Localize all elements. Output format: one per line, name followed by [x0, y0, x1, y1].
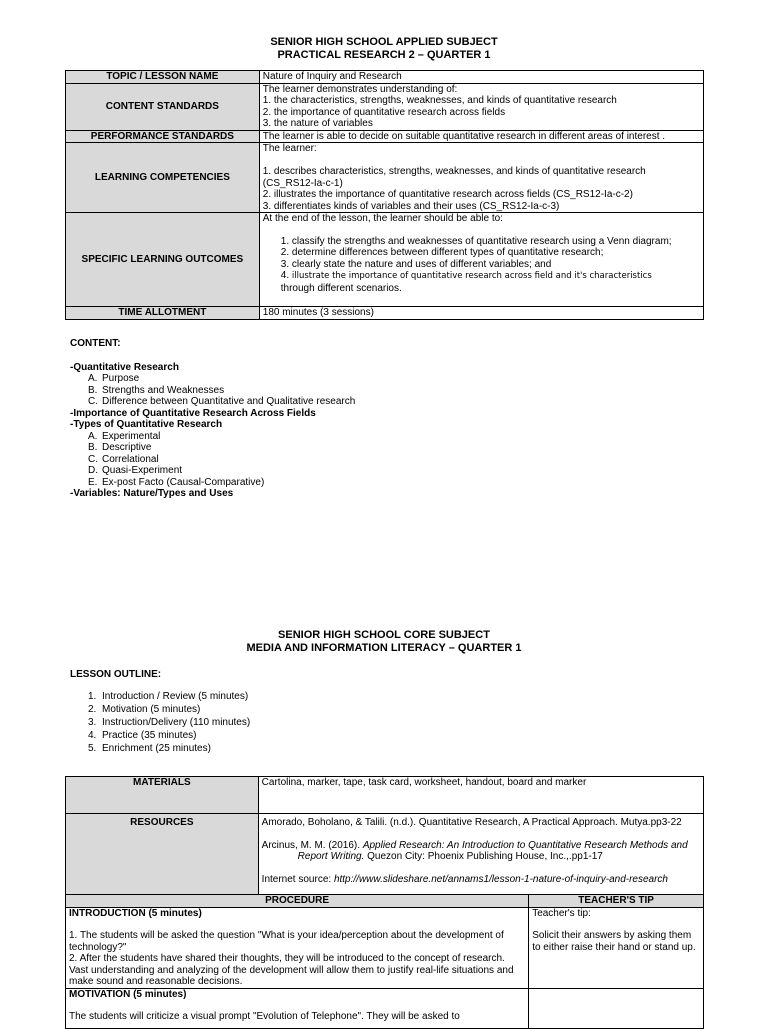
content-section [70, 338, 355, 500]
resource-2: Arcinus, M. M. (2016). Applied Research: An Introduction to Quantitative Research Methods and Report Writing. Quezon City: Phoenix Publishing House, Inc.,.pp1-17 [261, 839, 688, 862]
line: The learner demonstrates understanding of: [262, 83, 458, 95]
header-1 [0, 36, 768, 62]
row-motivation [66, 988, 704, 1028]
list-item: B. Strengths and Weaknesses [88, 384, 225, 396]
introduction-cell [66, 907, 529, 988]
header-1-line-2: PRACTICAL RESEARCH 2 – QUARTER 1 [277, 49, 491, 61]
outcome-item-4-cont: through different scenarios. [280, 282, 402, 294]
line: 1. describes characteristics, strengths, weaknesses, and kinds of quantitative research [262, 166, 646, 177]
row-time-allotment [66, 307, 704, 320]
row-label: LEARNING COMPETENCIES [66, 143, 260, 213]
line: The learner: [262, 143, 317, 154]
tip-title: Teacher's tip: [532, 907, 591, 919]
tip-text: Solicit their answers by asking them to either raise their hand or stand up. [532, 930, 696, 953]
spacer [263, 155, 700, 167]
list-item: 2. Motivation (5 minutes) [88, 703, 201, 715]
row-content-standards [66, 83, 704, 130]
introduction-heading: INTRODUCTION (5 minutes) [69, 907, 202, 919]
header-2-line-2: MEDIA AND INFORMATION LITERACY – QUARTER 1 [246, 642, 522, 654]
row-value [259, 213, 703, 307]
tip-cell-empty [529, 988, 704, 1028]
motivation-cell [66, 988, 529, 1028]
materials-label: MATERIALS [66, 777, 259, 814]
row-specific-outcomes [66, 213, 704, 307]
row-label: SPECIFIC LEARNING OUTCOMES [66, 213, 260, 307]
resource-1: Amorado, Boholano, & Talili. (n.d.). Quantitative Research, A Practical Approach. Mutya.pp3-22 [261, 817, 682, 828]
row-label: PERFORMANCE STANDARDS [66, 130, 260, 143]
row-resources [66, 814, 704, 895]
row-materials [66, 777, 704, 814]
importance-heading: -Importance of Quantitative Research Across Fields [70, 407, 316, 419]
row-learning-competencies [66, 143, 704, 213]
outline-list [70, 690, 250, 755]
teachers-tip-label: TEACHER'S TIP [529, 895, 704, 908]
outcome-item: 3. clearly state the nature and uses of different variables; and [280, 258, 552, 270]
row-label: TIME ALLOTMENT [66, 307, 260, 320]
tip-cell [529, 907, 704, 988]
list-item: 1. Introduction / Review (5 minutes) [88, 690, 249, 702]
resources-value [258, 814, 703, 895]
types-list [70, 431, 355, 489]
variables-heading: -Variables: Nature/Types and Uses [70, 488, 234, 499]
content-heading: CONTENT: [70, 338, 121, 349]
quant-list [70, 373, 355, 408]
introduction-p1: 1. The students will be asked the question "What is your idea/perception about the development of technology?" [69, 930, 504, 953]
outcome-item: 2. determine differences between different types of quantitative research; [280, 247, 604, 258]
row-value [259, 143, 703, 213]
line: 3. the nature of variables [262, 118, 373, 129]
row-value: Nature of Inquiry and Research [259, 71, 703, 84]
line: 2. the importance of quantitative research across fields [262, 106, 506, 118]
line: At the end of the lesson, the learner should be able to: [262, 213, 503, 224]
row-performance-standards [66, 130, 704, 143]
list-item: B. Descriptive [88, 442, 152, 453]
introduction-p2: 2. After the students have shared their thoughts, they will be introduced to the concept of research. Vast understanding and analyzing of the development will allow them to justify real-life situations and make sound and reasonable decisions. [69, 953, 514, 987]
list-item: C. Correlational [88, 453, 159, 465]
motivation-heading: MOTIVATION (5 minutes) [69, 988, 187, 1000]
header-1-line-1: SENIOR HIGH SCHOOL APPLIED SUBJECT [270, 36, 498, 48]
row-procedure-header [66, 895, 704, 908]
line: 2. illustrates the importance of quantitative research across fields (CS_RS12-Ia-c-2) [262, 189, 633, 200]
lesson-info-table [65, 70, 704, 320]
row-label: CONTENT STANDARDS [66, 83, 260, 130]
outcome-item-4: 4. illustrate the importance of quantitative research across field and it's characteristics [280, 270, 652, 281]
list-item: 4. Practice (35 minutes) [88, 729, 197, 741]
list-item: 3. Instruction/Delivery (110 minutes) [88, 716, 251, 728]
line: 1. the characteristics, strengths, weaknesses, and kinds of quantitative research [262, 95, 617, 106]
row-topic [66, 71, 704, 84]
quant-heading: -Quantitative Research [70, 361, 179, 373]
row-value: 180 minutes (3 sessions) [259, 307, 703, 320]
lesson-outline [70, 669, 250, 755]
outcome-item: 1. classify the strengths and weaknesses of quantitative research using a Venn diagram; [280, 235, 672, 247]
row-introduction [66, 907, 704, 988]
list-item: E. Ex-post Facto (Causal-Comparative) [88, 476, 265, 488]
materials-value: Cartolina, marker, tape, task card, worksheet, handout, board and marker [258, 777, 703, 814]
resources-label: RESOURCES [66, 814, 259, 895]
procedure-label: PROCEDURE [66, 895, 529, 908]
line: (CS_RS12-Ia-c-1) [262, 177, 343, 189]
outline-heading: LESSON OUTLINE: [70, 669, 162, 680]
list-item: 5. Enrichment (25 minutes) [88, 742, 211, 754]
header-2-line-1: SENIOR HIGH SCHOOL CORE SUBJECT [278, 629, 490, 641]
line: 3. differentiates kinds of variables and their uses (CS_RS12-Ia-c-3) [262, 200, 560, 212]
list-item: C. Difference between Quantitative and Qualitative research [88, 396, 356, 407]
types-heading: -Types of Quantitative Research [70, 419, 223, 430]
header-2 [0, 629, 768, 655]
procedure-table [65, 776, 704, 1029]
list-item: D. Quasi-Experiment [88, 465, 183, 476]
resource-3: Internet source: http://www.slideshare.net/annams1/lesson-1-nature-of-inquiry-and-research [261, 873, 668, 885]
row-label: TOPIC / LESSON NAME [66, 71, 260, 84]
motivation-text: The students will criticize a visual prompt "Evolution of Telephone". They will be asked to [69, 1011, 460, 1022]
list-item: A. Experimental [88, 430, 161, 442]
row-value: The learner is able to decide on suitable quantitative research in different areas of interest . [259, 130, 703, 143]
list-item: A. Purpose [88, 373, 140, 384]
row-value [259, 83, 703, 130]
